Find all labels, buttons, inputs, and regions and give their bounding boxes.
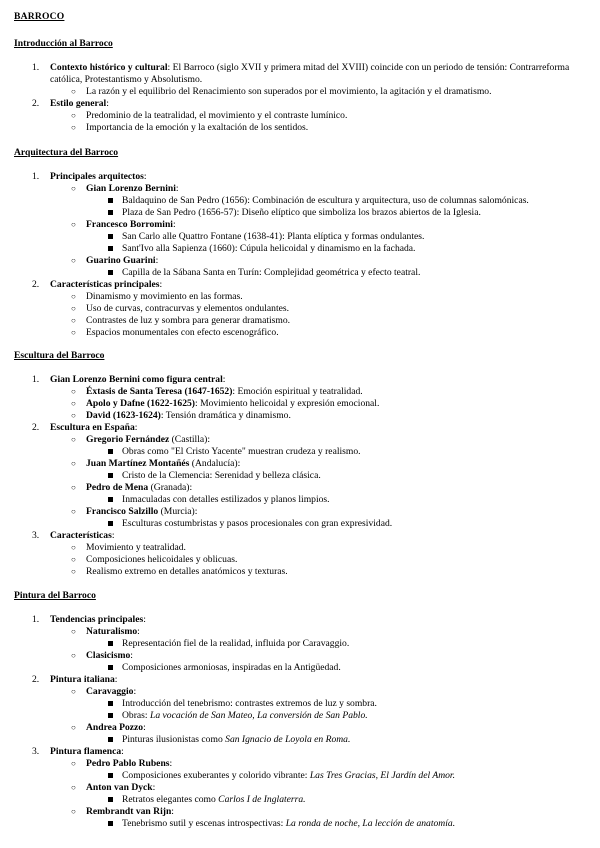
item-lead: Pintura flamenca — [50, 746, 122, 757]
circle-bullet-icon: ○ — [71, 555, 76, 564]
bullet-lead: Pedro de Mena — [86, 482, 149, 493]
bullet-item — [14, 327, 590, 339]
sub-bullet-item — [14, 243, 590, 255]
item-number: 2. — [32, 279, 40, 290]
bullet-text: : — [155, 255, 159, 266]
sub-bullet-text: Esculturas costumbristas y pasos procesionales con gran expresividad. — [122, 518, 393, 529]
list-item — [14, 98, 590, 134]
bullet-item — [14, 386, 590, 398]
circle-bullet-icon: ○ — [71, 399, 76, 408]
bullet-text: La razón y el equilibrio del Renacimiento son superados por el movimiento, la agitación y el dramatismo. — [86, 86, 492, 97]
sub-bullet-item — [14, 698, 590, 710]
bullet-list — [14, 758, 590, 830]
bullet-item — [14, 291, 590, 303]
circle-bullet-icon: ○ — [71, 507, 76, 516]
bullet-item — [14, 458, 590, 482]
square-bullet-icon — [108, 641, 113, 646]
sub-bullet-item — [14, 794, 590, 806]
bullet-text: Espacios monumentales con efecto escenográfico. — [86, 327, 279, 338]
item-lead: Pintura italiana — [50, 674, 115, 685]
square-bullet-icon — [108, 821, 113, 826]
square-bullet-icon — [108, 473, 113, 478]
sub-bullet-text: Introducción del tenebrismo: contrastes extremos de luz y sombra. — [122, 698, 377, 709]
bullet-lead: Caravaggio — [86, 686, 134, 697]
sub-bullet-text: Pinturas ilusionistas como — [122, 734, 226, 745]
sub-bullet-list — [14, 734, 590, 746]
circle-bullet-icon: ○ — [71, 316, 76, 325]
bullet-text: Predominio de la teatralidad, el movimiento y el contraste lumínico. — [86, 110, 348, 121]
sub-bullet-item — [14, 710, 590, 722]
item-lead: Gian Lorenzo Bernini como figura central — [50, 374, 223, 385]
bullet-item — [14, 86, 590, 98]
sub-bullet-list — [14, 818, 590, 830]
sub-bullet-text: Composiciones exuberantes y colorido vibrante: — [122, 770, 310, 781]
list-item — [14, 422, 590, 530]
bullet-text: : — [175, 183, 179, 194]
item-number: 2. — [32, 674, 40, 685]
bullet-text: : — [171, 806, 174, 817]
bullet-item — [14, 110, 590, 122]
section-heading: Arquitectura del Barroco — [14, 147, 119, 158]
bullet-text: Importancia de la emoción y la exaltación de los sentidos. — [86, 122, 309, 133]
bullet-lead: David (1623-1624) — [86, 410, 161, 421]
bullet-text: Movimiento y teatralidad. — [86, 542, 186, 553]
circle-bullet-icon: ○ — [71, 328, 76, 337]
sub-bullet-item — [14, 638, 590, 650]
section — [14, 38, 590, 134]
sub-bullet-italic: La ronda de noche, La lección de anatomía. — [285, 818, 456, 829]
bullet-item — [14, 806, 590, 830]
item-text: : — [111, 530, 115, 541]
bullet-text: (Granada): — [148, 482, 193, 493]
bullet-list — [14, 542, 590, 578]
bullet-item — [14, 398, 590, 410]
bullet-text: (Murcia): — [158, 506, 198, 517]
item-number: 3. — [32, 530, 40, 541]
bullet-list — [14, 434, 590, 530]
circle-bullet-icon: ○ — [71, 387, 76, 396]
square-bullet-icon — [108, 773, 113, 778]
numbered-list — [14, 62, 590, 134]
bullet-text: : — [169, 758, 173, 769]
circle-bullet-icon: ○ — [71, 759, 76, 768]
bullet-lead: Francisco Salzillo — [86, 506, 159, 517]
item-lead: Principales arquitectos — [50, 171, 144, 182]
circle-bullet-icon: ○ — [71, 435, 76, 444]
bullet-item — [14, 686, 590, 722]
bullet-lead: Pedro Pablo Rubens — [86, 758, 170, 769]
bullet-list — [14, 183, 590, 279]
sub-bullet-list — [14, 231, 590, 255]
bullet-text: Realismo extremo en detalles anatómicos y texturas. — [86, 566, 288, 577]
bullet-lead: Anton van Dyck — [86, 782, 153, 793]
circle-bullet-icon: ○ — [71, 807, 76, 816]
item-lead: Tendencias principales — [50, 614, 144, 625]
sub-bullet-list — [14, 770, 590, 782]
bullet-lead: Éxtasis de Santa Teresa (1647-1652) — [86, 386, 233, 397]
sub-bullet-item — [14, 470, 590, 482]
item-text: : — [222, 374, 226, 385]
item-number: 1. — [32, 614, 40, 625]
bullet-item — [14, 482, 590, 506]
item-text: : — [159, 279, 163, 290]
item-lead: Contexto histórico y cultural — [50, 62, 168, 73]
item-lead: Características — [50, 530, 112, 541]
bullet-item — [14, 506, 590, 530]
square-bullet-icon — [108, 665, 113, 670]
item-number: 3. — [32, 746, 40, 757]
bullet-list — [14, 110, 590, 134]
circle-bullet-icon: ○ — [71, 687, 76, 696]
sub-bullet-text: Composiciones armoniosas, inspiradas en la Antigüedad. — [122, 662, 341, 673]
bullet-text: : — [152, 782, 156, 793]
circle-bullet-icon: ○ — [71, 184, 76, 193]
bullet-list — [14, 291, 590, 339]
item-text: : — [106, 98, 109, 109]
sub-bullet-item — [14, 195, 590, 207]
bullet-item — [14, 722, 590, 746]
section — [14, 350, 590, 578]
sub-bullet-list — [14, 267, 590, 279]
sub-bullet-list — [14, 470, 590, 482]
circle-bullet-icon: ○ — [71, 543, 76, 552]
bullet-item — [14, 782, 590, 806]
bullet-item — [14, 255, 590, 279]
sub-bullet-text: Inmaculadas con detalles estilizados y planos limpios. — [122, 494, 330, 505]
sub-bullet-list — [14, 698, 590, 722]
square-bullet-icon — [108, 701, 113, 706]
sub-bullet-text: Tenebrismo sutil y escenas introspectivas: — [122, 818, 286, 829]
sub-bullet-italic: San Ignacio de Loyola en Roma. — [225, 734, 351, 745]
circle-bullet-icon: ○ — [71, 459, 76, 468]
item-number: 2. — [32, 422, 40, 433]
document-title: BARROCO — [14, 11, 65, 22]
section-heading: Introducción al Barroco — [14, 38, 113, 49]
bullet-lead: Andrea Pozzo — [86, 722, 144, 733]
square-bullet-icon — [108, 449, 113, 454]
sub-bullet-item — [14, 207, 590, 219]
bullet-item — [14, 566, 590, 578]
item-text: : — [134, 422, 138, 433]
bullet-item — [14, 554, 590, 566]
circle-bullet-icon: ○ — [71, 783, 76, 792]
square-bullet-icon — [108, 797, 113, 802]
bullet-lead: Francesco Borromini — [86, 219, 173, 230]
sub-bullet-text: Obras como "El Cristo Yacente" muestran crudeza y realismo. — [122, 446, 361, 457]
circle-bullet-icon: ○ — [71, 651, 76, 660]
item-number: 2. — [32, 98, 40, 109]
bullet-lead: Gian Lorenzo Bernini — [86, 183, 176, 194]
bullet-item — [14, 410, 590, 422]
list-item — [14, 374, 590, 422]
circle-bullet-icon: ○ — [71, 123, 76, 132]
bullet-item — [14, 626, 590, 650]
bullet-list — [14, 686, 590, 746]
sub-bullet-list — [14, 446, 590, 458]
bullet-text: : Movimiento helicoidal y expresión emocional. — [195, 398, 380, 409]
circle-bullet-icon: ○ — [71, 483, 76, 492]
item-lead: Escultura en España — [50, 422, 135, 433]
square-bullet-icon — [108, 521, 113, 526]
bullet-list — [14, 386, 590, 422]
square-bullet-icon — [108, 737, 113, 742]
list-item — [14, 746, 590, 830]
sub-bullet-item — [14, 494, 590, 506]
item-lead: Características principales — [50, 279, 160, 290]
bullet-lead: Gregorio Fernández — [86, 434, 170, 445]
bullet-text: Uso de curvas, contracurvas y elementos ondulantes. — [86, 303, 290, 314]
square-bullet-icon — [108, 246, 113, 251]
sub-bullet-italic: Las Tres Gracias, El Jardín del Amor. — [309, 770, 456, 781]
sub-bullet-text: Cristo de la Clemencia: Serenidad y belleza clásica. — [122, 470, 321, 481]
section-heading: Escultura del Barroco — [14, 350, 105, 361]
sub-bullet-text: Obras: — [122, 710, 150, 721]
item-text-cont: católica, Protestantismo y Absolutismo. — [50, 74, 203, 85]
bullet-list — [14, 86, 590, 98]
bullet-item — [14, 758, 590, 782]
bullet-lead: Clasicismo — [86, 650, 131, 661]
circle-bullet-icon: ○ — [71, 304, 76, 313]
circle-bullet-icon: ○ — [71, 87, 76, 96]
bullet-text: (Andalucía): — [189, 458, 241, 469]
square-bullet-icon — [108, 713, 113, 718]
numbered-list — [14, 614, 590, 830]
sub-bullet-italic: La vocación de San Mateo, La conversión de San Pablo. — [149, 710, 368, 721]
circle-bullet-icon: ○ — [71, 567, 76, 576]
square-bullet-icon — [108, 497, 113, 502]
sub-bullet-list — [14, 494, 590, 506]
item-text: : — [114, 674, 118, 685]
numbered-list — [14, 171, 590, 339]
sub-bullet-list — [14, 518, 590, 530]
sub-bullet-item — [14, 734, 590, 746]
list-item — [14, 614, 590, 674]
bullet-text: Contrastes de luz y sombra para generar dramatismo. — [86, 315, 291, 326]
bullet-list — [14, 626, 590, 674]
sub-bullet-item — [14, 231, 590, 243]
list-item — [14, 674, 590, 746]
bullet-item — [14, 183, 590, 219]
bullet-lead: Naturalismo — [86, 626, 138, 637]
list-item — [14, 279, 590, 339]
sub-bullet-list — [14, 662, 590, 674]
sub-bullet-text: Baldaquino de San Pedro (1656): Combinación de escultura y arquitectura, uso de columnas salomónicas. — [122, 195, 529, 206]
sub-bullet-text: San Carlo alle Quattro Fontane (1638-41): Planta elíptica y formas ondulantes. — [122, 231, 425, 242]
bullet-lead: Rembrandt van Rijn — [86, 806, 172, 817]
sub-bullet-item — [14, 770, 590, 782]
item-text: : — [121, 746, 124, 757]
item-text: : — [143, 171, 147, 182]
sub-bullet-italic: Carlos I de Inglaterra. — [218, 794, 306, 805]
item-number: 1. — [32, 62, 40, 73]
circle-bullet-icon: ○ — [71, 411, 76, 420]
sub-bullet-list — [14, 195, 590, 219]
sub-bullet-text: Representación fiel de la realidad, influida por Caravaggio. — [122, 638, 350, 649]
sub-bullet-item — [14, 446, 590, 458]
sub-bullet-item — [14, 267, 590, 279]
bullet-item — [14, 219, 590, 255]
bullet-lead: Guarino Guarini — [86, 255, 156, 266]
sub-bullet-item — [14, 818, 590, 830]
item-text: : El Barroco (siglo XVII y primera mitad del XVIII) coincide con un periodo de tensión: Contrarreforma — [167, 62, 570, 73]
square-bullet-icon — [108, 270, 113, 275]
section — [14, 147, 590, 339]
bullet-text: : Tensión dramática y dinamismo. — [160, 410, 291, 421]
bullet-text: Composiciones helicoidales y oblicuas. — [86, 554, 238, 565]
circle-bullet-icon: ○ — [71, 111, 76, 120]
bullet-item — [14, 542, 590, 554]
sub-bullet-list — [14, 638, 590, 650]
item-number: 1. — [32, 171, 40, 182]
bullet-item — [14, 122, 590, 134]
sub-bullet-text: Capilla de la Sábana Santa en Turín: Complejidad geométrica y efecto teatral. — [122, 267, 421, 278]
bullet-text: Dinamismo y movimiento en las formas. — [86, 291, 243, 302]
bullet-lead: Juan Martínez Montañés — [86, 458, 190, 469]
square-bullet-icon — [108, 234, 113, 239]
sub-bullet-list — [14, 794, 590, 806]
square-bullet-icon — [108, 210, 113, 215]
circle-bullet-icon: ○ — [71, 723, 76, 732]
numbered-list — [14, 374, 590, 578]
square-bullet-icon — [108, 198, 113, 203]
bullet-text: : — [137, 626, 140, 637]
sub-bullet-item — [14, 662, 590, 674]
item-number: 1. — [32, 374, 40, 385]
bullet-item — [14, 650, 590, 674]
bullet-item — [14, 434, 590, 458]
sub-bullet-text: Sant'Ivo alla Sapienza (1660): Cúpula helicoidal y dinamismo en la fachada. — [122, 243, 416, 254]
list-item — [14, 62, 590, 98]
bullet-text: : — [130, 650, 133, 661]
bullet-text: : Emoción espiritual y teatralidad. — [232, 386, 363, 397]
bullet-text: : — [133, 686, 137, 697]
bullet-text: : — [143, 722, 146, 733]
circle-bullet-icon: ○ — [71, 256, 76, 265]
circle-bullet-icon: ○ — [71, 627, 76, 636]
sub-bullet-text: Plaza de San Pedro (1656-57): Diseño elíptico que simboliza los brazos abiertos de la Iglesia. — [122, 207, 481, 218]
section-heading: Pintura del Barroco — [14, 590, 96, 601]
bullet-text: (Castilla): — [169, 434, 210, 445]
section — [14, 590, 590, 830]
item-text: : — [143, 614, 146, 625]
list-item — [14, 530, 590, 578]
bullet-item — [14, 303, 590, 315]
circle-bullet-icon: ○ — [71, 292, 76, 301]
item-lead: Estilo general — [50, 98, 107, 109]
circle-bullet-icon: ○ — [71, 220, 76, 229]
bullet-text: : — [172, 219, 176, 230]
sub-bullet-text: Retratos elegantes como — [122, 794, 219, 805]
bullet-item — [14, 315, 590, 327]
bullet-lead: Apolo y Dafne (1622-1625) — [86, 398, 195, 409]
list-item — [14, 171, 590, 279]
sub-bullet-item — [14, 518, 590, 530]
